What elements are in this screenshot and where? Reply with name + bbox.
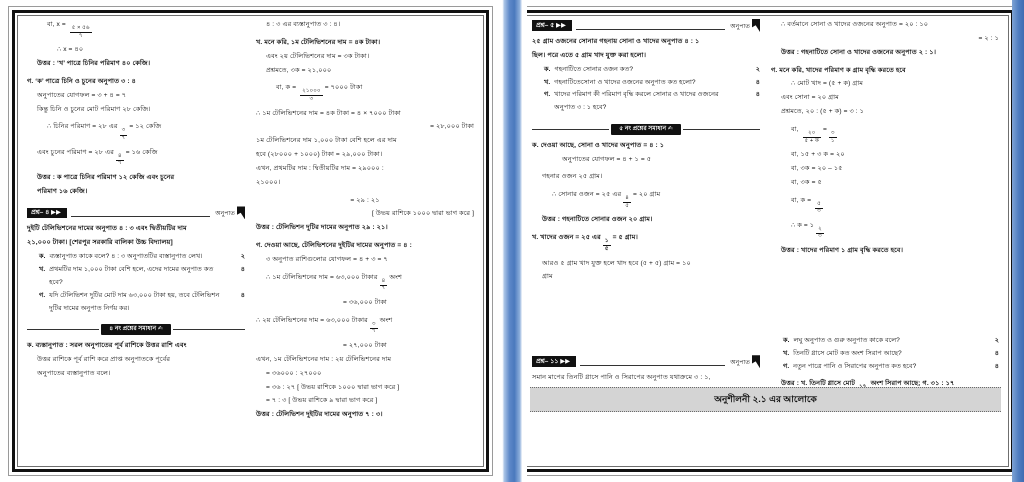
- sub-question-label: খ.: [39, 266, 46, 273]
- flag-icon: [752, 355, 760, 368]
- question-header-5: [532, 19, 760, 32]
- sub-question-text: নতুন পাত্রে পানি ও সিরাপের অনুপাত কত হবে?: [793, 362, 917, 370]
- sub-question-label: ক.: [39, 253, 46, 261]
- solution-a-line-2: উত্তর রাশিকে পূর্ব রাশি করে প্রাপ্ত অনুপাতকে পূর্বের: [37, 355, 171, 363]
- increased-price-line-2: হবে (২৮০০০ + ১০০০) টাকা = ২৯,০০০ টাকা।: [256, 151, 383, 159]
- question5-stem-line-2: ছিল। পরে এতে ৫ গ্রাম খাদ যুক্ত করা হলো।: [532, 51, 647, 59]
- part-ga-line: গ. ‘ক’ পাত্রে চিনি ও চুনের অনুপাত ৩ : ৪: [27, 77, 136, 85]
- proportion-prefix: বা,: [791, 125, 801, 133]
- solution-rule-left: [27, 329, 99, 330]
- current-ratio-line: ∴ বর্তমানে সোনা ও খাদের ওজনের অনুপাত = ২০ : ১০: [781, 21, 929, 28]
- question-header-4: [27, 206, 245, 219]
- fraction-4-5: ৪ ৫: [625, 195, 629, 209]
- equation-lhs: বা, x =: [47, 21, 68, 28]
- sugar-amount-result: = ১২ কেজি: [129, 123, 162, 131]
- division-note-line: [ উভয় রাশিকে ১০০০ দ্বারা ভাগ করে ]: [371, 210, 474, 218]
- second-tv-share-text: ∴ ২য় টেলিভিশনের দাম = ৬৩,০০০ টাকার: [256, 316, 368, 324]
- increased-price-line-1: ১ম টেলিভিশনের দাম ১,০০০ টাকা বেশি হলে এর দাম: [256, 137, 397, 145]
- question-topic-label: অনুপাত: [730, 359, 750, 367]
- answer-ga-text: উত্তর : খাদের পরিমাণ ১ গ্রাম বৃদ্ধি করতে হবে।: [781, 247, 904, 254]
- question11-stem-line-1: সমান মাপের তিনটি গ্লাসে পানি ও সিরাপের অনুপাত যথাক্রমে ৩ : ১,: [532, 374, 711, 382]
- gold-weight-result: = ২০ গ্রাম: [632, 191, 661, 199]
- sub-question-label: খ.: [783, 349, 790, 357]
- solve-step-3: বা, ৩ক = ৫: [791, 178, 822, 186]
- second-tv-share-result: = ২৭,০০০ টাকা: [343, 342, 387, 350]
- final-ratio-step-2: = ৭ : ৩ [ উভয় রাশিকে ৯ দ্বারা ভাগ করে ]: [266, 397, 378, 405]
- inverse-ratio-line: ৪ : ৩ এর ব্যস্তানুপাত ৩ : ৪।: [266, 21, 341, 28]
- banner-spacer-2: [771, 259, 999, 335]
- sub-question-ga-11: [771, 361, 999, 374]
- sub-question-text: তিনটি গ্লাসে মোট কত অংশ সিরাপ আছে?: [793, 349, 902, 357]
- ratio-result-line: = ২৯ : ২১: [350, 196, 380, 204]
- question-number-badge: প্রশ্ন– ১১ ▶▶: [532, 356, 576, 367]
- header-rule: [580, 365, 725, 366]
- left-page-columns: [17, 15, 484, 467]
- fraction-1-5: ১ ৫: [604, 238, 609, 252]
- k-value-text: বা, ক =: [276, 84, 299, 92]
- right-page: [497, 0, 1024, 482]
- sub-question-text: প্রথমটির দাম ১,০০০ টাকা বেশি হলে, এদের দামের অনুপাত কত হবে?: [49, 266, 214, 286]
- fraction-4-7-col2: ৪ ৭: [381, 277, 386, 292]
- final-ratio-values: = ৩৬০০০ : ২৭০০০: [266, 369, 322, 377]
- flag-icon: [752, 19, 760, 32]
- gold-weight-text: ∴ সোনার ওজন = ২৫ এর: [552, 191, 622, 199]
- answer-line: উত্তর : ‘খ’ পাত্রে চিনির পরিমাণ ৪০ কেজি।: [37, 60, 151, 68]
- k-final-text: ∴ ক = ১: [791, 221, 815, 229]
- total-quantity-line: কিন্তু চিনি ও চুনের মোট পরিমাণ ২৮ কেজি।: [37, 105, 151, 113]
- fraction-20-over-5-plus-k: ২০ ৫ + ক: [804, 129, 819, 144]
- first-tv-share-word: অংশ: [389, 273, 403, 281]
- total-alloy-line: ∴ মোট খাদ = (৫ + ক) গ্রাম: [791, 80, 864, 88]
- sugar-amount-text: ∴ চিনির পরিমাণ = ২৮ এর: [47, 123, 118, 131]
- lime-amount-result: = ১৬ কেজি: [125, 148, 158, 156]
- current-ratio-simplified: = ২ : ১: [978, 34, 999, 42]
- answer-summary-prefix: উত্তর : খ. তিনটি গ্লাসে মোট: [781, 380, 856, 388]
- k-value-result: = ৭০০০ টাকা: [324, 84, 363, 92]
- ratio-setup-line-2: ২১০০০।: [256, 178, 281, 186]
- left-page-frame: [12, 10, 489, 472]
- solve-step-1: বা, ১৫ + ৩ ক = ২০: [791, 151, 845, 159]
- left-page: [0, 0, 497, 482]
- left-page-column-1: [22, 19, 250, 463]
- first-tv-price-line: ∴ ১ম টেলিভিশনের দাম = ৪ক টাকা = ৪ × ৭০০০ টাকা: [256, 109, 401, 117]
- solution-title: ৪ নং প্রশ্নের সমাধান ✍: [101, 324, 170, 335]
- solution-header-4: [27, 324, 245, 335]
- alloy-weight-text: খ. খাদের ওজন = ২৫ এর: [532, 234, 601, 242]
- sub-question-marks: ৪: [994, 362, 999, 370]
- first-tv-share-line: [256, 272, 474, 292]
- second-tv-price-line: এবং ২য় টেলিভিশনের দাম = ৩ক টাকা।: [266, 52, 370, 60]
- fraction-3-7: ৩ ৭: [121, 127, 126, 141]
- sub-question-label: ক.: [783, 336, 790, 344]
- solution5-added-line-2: গ্রাম: [542, 273, 553, 281]
- right-page-sheet: [513, 6, 1018, 476]
- sub-question-marks: ৪: [240, 266, 245, 273]
- sub-question-label: ক.: [544, 65, 551, 73]
- equals-sign: =: [822, 125, 827, 133]
- part-kha-line: খ. মনে করি, ১ম টেলিভিশনের দাম = ৪ক টাকা।: [256, 38, 381, 46]
- given-equation-line: প্রশ্নমতে, ৩ক = ২১,০০০: [266, 66, 332, 74]
- second-tv-share-word: অংশ: [379, 316, 393, 324]
- sub-question-text: যদি টেলিভিশন দুটির মোট দাম ৬৩,০০০ টাকা হয়, তবে টেলিভিশন দুটির দামের অনুপাত নির্ণয় কর।: [49, 291, 220, 312]
- sub-question-text: গহনাটিতে সোনার ওজন কত?: [554, 65, 633, 73]
- ratio-setup-line-1: এখন, প্রথমটির দাম : দ্বিতীয়টির দাম = ২৯০০০ :: [256, 164, 384, 172]
- fraction-2-over-3: ২ ৩: [818, 225, 822, 240]
- solution-rule-right: [173, 329, 245, 330]
- sub-question-ka-11: [771, 335, 999, 348]
- solution-header-5: [532, 124, 760, 135]
- answer-ga-right: [771, 245, 999, 258]
- question-topic-label: অনুপাত: [215, 210, 235, 218]
- fraction-4-7: ৪ ৭: [117, 152, 122, 167]
- k-value-line: [256, 82, 474, 102]
- proportion-fraction-line: [771, 124, 999, 144]
- question-number-badge: প্রশ্ন– ৪ ▶▶: [27, 208, 67, 219]
- fraction-5-over-3: ৫ ৩: [817, 200, 821, 215]
- solve-step-4: [771, 195, 999, 215]
- solution-rule-right: [683, 129, 760, 130]
- answer-kha-line: উত্তর : টেলিভিশন দুটির দামের অনুপাত ২৯ : ২১।: [256, 224, 388, 232]
- question-topic-label: অনুপাত: [730, 23, 750, 30]
- final-answer-ga: উত্তর : টেলিভিশন দুইটির দামের অনুপাত ৭ : ৩।: [256, 411, 383, 419]
- question-stem-line-1: দুইটি টেলিভিশনের দামের অনুপাত ৪ : ৩ এবং দ্বিতীয়টির দাম: [27, 225, 187, 233]
- first-tv-share-result: = ৩৬,০০০ টাকা: [343, 299, 387, 307]
- sub-question-label: খ.: [544, 78, 551, 86]
- flag-icon: [237, 206, 245, 219]
- sub-question-marks: ২: [240, 253, 245, 261]
- sum-of-ratio-line: অনুপাতের যোগফল = ৩ + ৪ = ৭: [37, 91, 127, 99]
- lime-amount-text: এবং চুনের পরিমাণ = ২৮ এর: [37, 148, 114, 156]
- proportion-setup-line: প্রশ্নমতে, ২০ : (৫ + ক) = ৩ : ১: [781, 108, 865, 116]
- sub-question-marks: ৪: [755, 78, 760, 86]
- sub-question-text: ব্যস্তানুপাত কাকে বলে? ৪ : ৩ অনুপাতটির ব্যস্তানুপাত লেখ।: [49, 253, 203, 261]
- solve-step-2: বা, ৩ক = ২০ – ১৫: [791, 164, 843, 172]
- sub-question-ga: [27, 290, 245, 316]
- left-page-sheet: [8, 6, 493, 476]
- sub-question-label: গ.: [544, 91, 551, 99]
- result-line: ∴ x = ৪০: [57, 46, 84, 54]
- sub-question-marks: ৪: [240, 291, 245, 299]
- alloy-weight-result: = ৫ গ্রাম।: [612, 234, 638, 242]
- fraction-3-7-col2: ৩ ৭: [371, 320, 376, 335]
- question-number-badge: প্রশ্ন– ৫ ▶▶: [532, 20, 572, 31]
- fraction-3-over-1: ৩ ১: [830, 129, 835, 144]
- final-answer-line-2: পরিমাণ ১৬ কেজি।: [37, 187, 88, 195]
- question5-stem-line-1: ২৫ গ্রাম ওজনের সোনার গহনায় সোনা ও খাদের অনুপাত ৪ : ১: [532, 38, 700, 45]
- left-page-column-2: [250, 19, 479, 463]
- sub-question-marks: ২: [755, 65, 760, 73]
- sub-question-label: গ.: [783, 362, 790, 370]
- fraction-5x56-over-7: ৫ × ৫৬ ৭: [71, 25, 90, 39]
- right-page-frame: [517, 10, 1014, 472]
- solve-step-5: [771, 220, 999, 240]
- answer-kha-right: উত্তর : গহনাটিতে সোনা ও খাদের ওজনের অনুপাত ২ : ১।: [781, 48, 937, 56]
- final-ratio-setup: এখন, ১ম টেলিভিশনের দাম : ২য় টেলিভিশনের দাম: [256, 355, 392, 363]
- sub-question-marks: ৪: [755, 91, 760, 99]
- lime-amount-line: [27, 147, 245, 167]
- solution5-answer-ka: উত্তর : গহনাটিতে সোনার ওজন ২০ গ্রাম।: [542, 216, 653, 224]
- sub-question-marks: ২: [994, 336, 999, 344]
- sub-question-text: লঘু অনুপাত ও গুরু অনুপাত কাকে বলে?: [793, 336, 900, 344]
- second-tv-share-line: [256, 315, 474, 335]
- solution5-part-kha: [532, 232, 760, 252]
- question-stem-line-2: ২১,০০০ টাকা। [শেরপুর সরকারি বালিকা উচ্চ বিদ্যালয়]: [27, 239, 173, 247]
- part-ga-line-2: গ. দেওয়া আছে, টেলিভিশনের দুইটির দামের অনুপাত = ৪ :: [256, 242, 412, 250]
- sub-question-marks: ৪: [994, 349, 999, 357]
- solution5-added-line-1: আরও ৫ গ্রাম খাদ যুক্ত হলে খাদ হবে (৫ + ৫) গ্রাম = ১০: [542, 259, 691, 267]
- sub-question-text: গহনাটিতেসোনা ও খাদের ওজনের অনুপাত কত হলো?: [554, 78, 696, 86]
- k-expression-text: বা, ক =: [791, 196, 814, 204]
- part-ga-right: গ. মনে করি, খাদের পরিমাণ ক গ্রাম বৃদ্ধি করতে হবে: [771, 66, 906, 74]
- sub-question-kha: [27, 264, 245, 290]
- solution-a-line-1: ক. ব্যস্তানুপাত : সরল অনুপাতের পূর্ব রাশিকে উত্তর রাশি এবং: [27, 342, 187, 350]
- solution-rule-left: [532, 129, 609, 130]
- sum-ratio-line-2: ৩ অনুপাত রাশিগুলোর যোগফল = ৪ + ৩ = ৭: [266, 256, 388, 263]
- fraction-21000-over-3: ২১০০০ ৩: [302, 88, 321, 102]
- sub-question-kha-11: [771, 348, 999, 361]
- first-tv-price-result: = ২৮,০০০ টাকা: [430, 123, 474, 131]
- sub-question-label: গ.: [39, 291, 46, 299]
- sub-question-ka: [27, 251, 245, 264]
- first-tv-share-text: ∴ ১ম টেলিভিশনের দাম = ৬৩,০০০ টাকার: [266, 273, 378, 281]
- banner-spacer: [532, 285, 760, 347]
- solution-a-line-3: অনুপাতের ব্যস্তানুপাত বলে।: [37, 369, 111, 377]
- solution5-weight-line: গহনার ওজন ২৫ গ্রাম।: [542, 173, 603, 181]
- solution-title: ৫ নং প্রশ্নের সমাধান ✍: [611, 124, 680, 135]
- sugar-amount-line: [27, 121, 245, 141]
- header-rule: [71, 216, 210, 217]
- sub-question-ga: [532, 89, 760, 115]
- final-ratio-step-1: = ৩৬ : ২৭ [ উভয় রাশিকে ১০০০ দ্বারা ভাগ করে ]: [266, 383, 400, 391]
- equation-line: [27, 19, 245, 39]
- solution5-given-line: ক. দেওয়া আছে, সোনা ও খাদের অনুপাত = ৪ : ১: [532, 141, 665, 149]
- solution5-sum-line: অনুপাতের যোগফল = ৪ + ১ = ৫: [562, 155, 652, 163]
- exercise-banner: অনুশীলনী ২.১ এর আলোকে: [530, 387, 1001, 412]
- answer-summary-suffix: অংশ সিরাপ আছে; গ. ৩১ : ১৭: [870, 380, 955, 388]
- sub-question-text: খাদের পরিমাণ কী পরিমাণ বৃদ্ধি করলে সোনার ও খাদের ওজনের অনুপাত ৩ : ১ হবে?: [554, 91, 719, 112]
- sub-question-ka: [532, 64, 760, 77]
- gold-line: এবং সোনা = ২০ গ্রাম: [781, 94, 839, 102]
- final-answer-line-1: উত্তর : ক পাত্রে চিনির পরিমাণ ১২ কেজি এবং চুনের: [37, 173, 175, 181]
- solution5-gold-weight-line: [532, 189, 760, 209]
- header-rule: [576, 29, 725, 30]
- question-header-11: [532, 355, 760, 368]
- sub-question-kha: [532, 77, 760, 90]
